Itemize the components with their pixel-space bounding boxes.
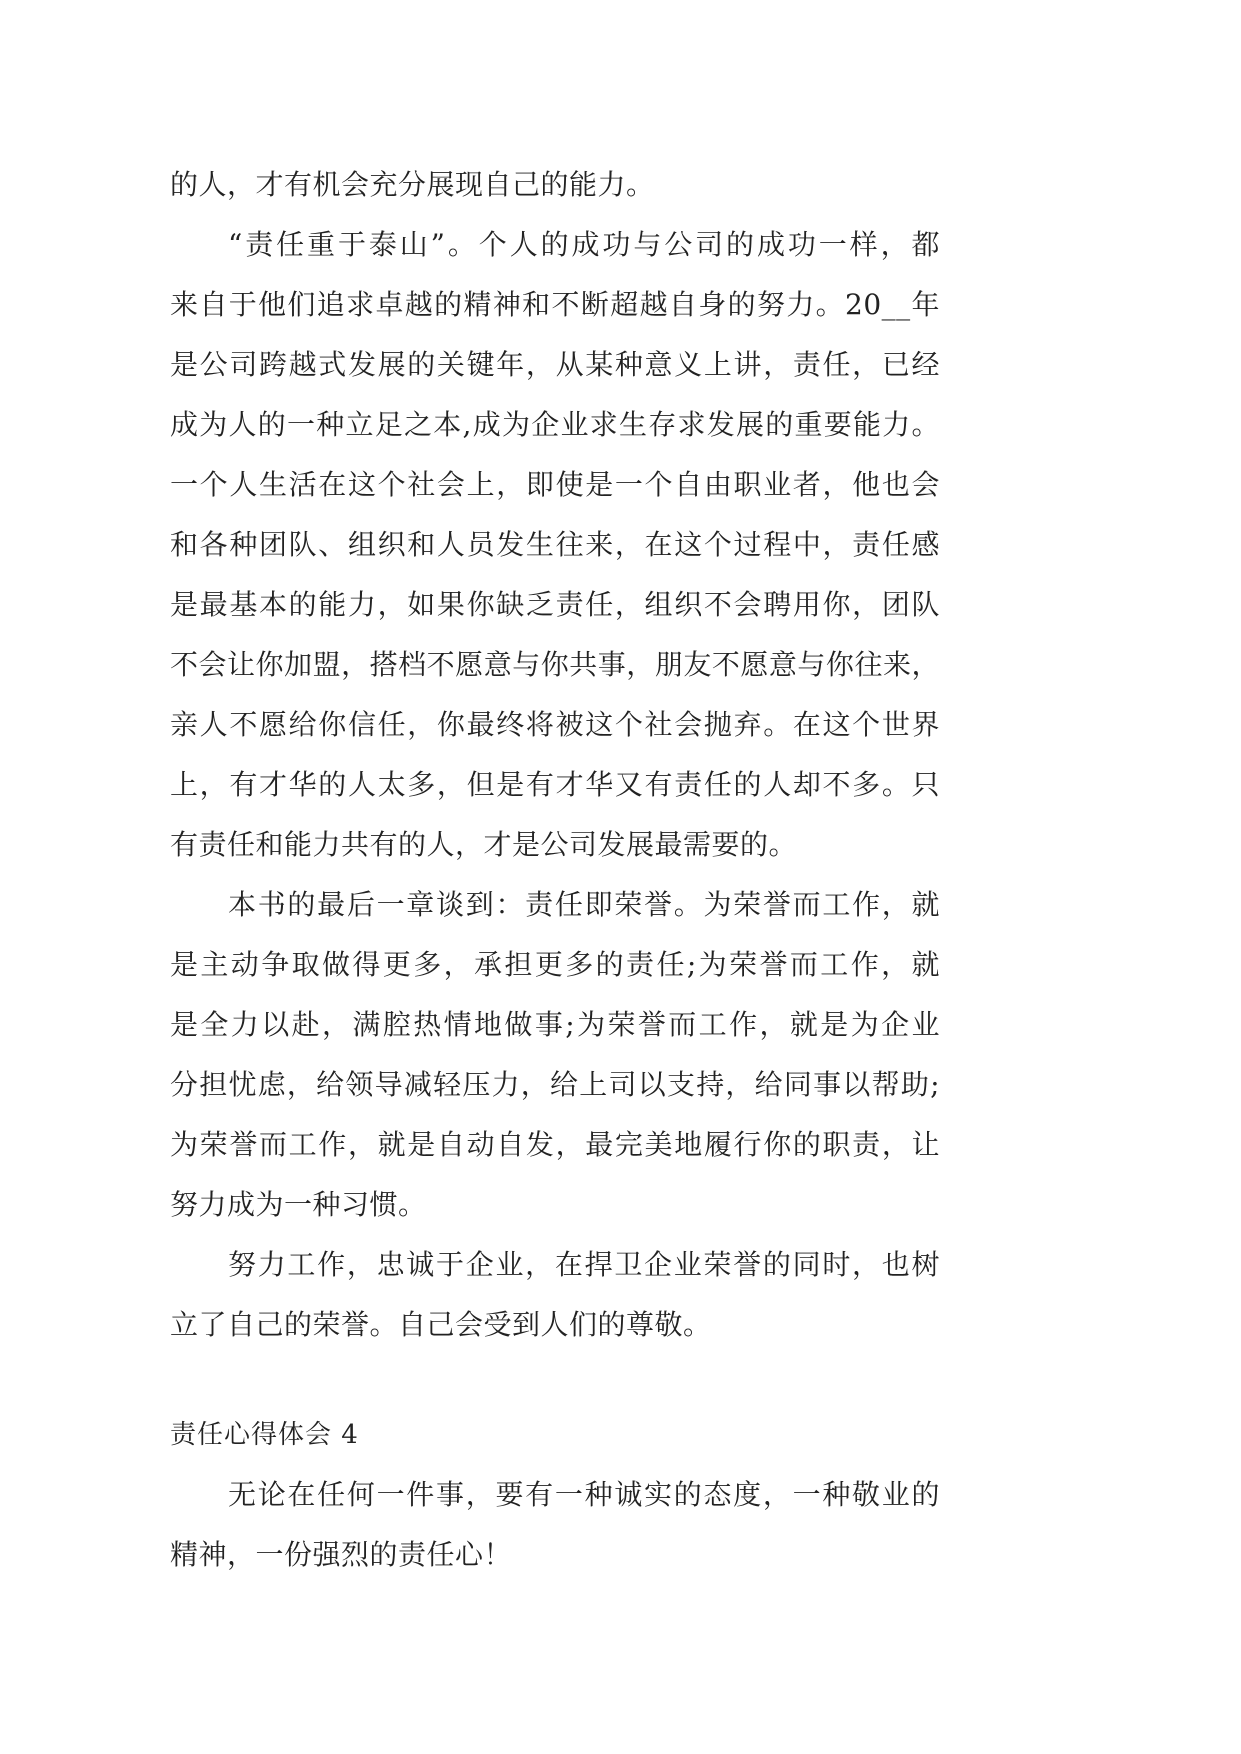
text-line: 努力成为一种习惯。 (170, 1188, 427, 1221)
text-line: 的人，才有机会充分展现自己的能力。 (170, 168, 655, 201)
document-body (170, 155, 940, 1585)
text-line: 来自于他们追求卓越的精神和不断超越自身的努力。20__年 (170, 288, 940, 321)
text-line: 有责任和能力共有的人，才是公司发展最需要的。 (170, 828, 798, 861)
paragraph (170, 875, 940, 1235)
text-line: 成为人的一种立足之本,成为企业求生存求发展的重要能力。 (170, 408, 940, 441)
paragraph (170, 1235, 940, 1355)
paragraph (170, 155, 940, 215)
text-line: 分担忧虑，给领导减轻压力，给上司以支持，给同事以帮助; (170, 1068, 940, 1101)
text-line: 无论在任何一件事，要有一种诚实的态度，一种敬业的 (228, 1478, 940, 1511)
section-heading: 责任心得体会 4 (170, 1420, 359, 1450)
text-line: 为荣誉而工作，就是自动自发，最完美地履行你的职责，让 (170, 1128, 940, 1161)
text-line: 是最基本的能力，如果你缺乏责任，组织不会聘用你，团队 (170, 588, 940, 621)
paragraph (170, 215, 940, 875)
text-line: 一个人生活在这个社会上，即使是一个自由职业者，他也会 (170, 468, 940, 501)
text-line: 立了自己的荣誉。自己会受到人们的尊敬。 (170, 1308, 712, 1341)
text-line: 亲人不愿给你信任，你最终将被这个社会抛弃。在这个世界 (170, 708, 940, 741)
text-line: 上，有才华的人太多，但是有才华又有责任的人却不多。只 (170, 768, 940, 801)
text-line: 和各种团队、组织和人员发生往来，在这个过程中，责任感 (170, 528, 940, 561)
text-line: 本书的最后一章谈到：责任即荣誉。为荣誉而工作，就 (228, 888, 940, 921)
text-line: 是公司跨越式发展的关键年，从某种意义上讲，责任，已经 (170, 348, 940, 381)
text-line: 不会让你加盟，搭档不愿意与你共事，朋友不愿意与你往来， (170, 648, 940, 681)
text-line: 精神，一份强烈的责任心！ (170, 1538, 513, 1571)
text-line: 努力工作，忠诚于企业，在捍卫企业荣誉的同时，也树 (228, 1248, 940, 1281)
text-line: 是主动争取做得更多，承担更多的责任;为荣誉而工作，就 (170, 948, 940, 981)
text-line: 是全力以赴，满腔热情地做事;为荣誉而工作，就是为企业 (170, 1008, 940, 1041)
text-line: “责任重于泰山”。个人的成功与公司的成功一样，都 (228, 228, 940, 261)
paragraph (170, 1465, 940, 1585)
